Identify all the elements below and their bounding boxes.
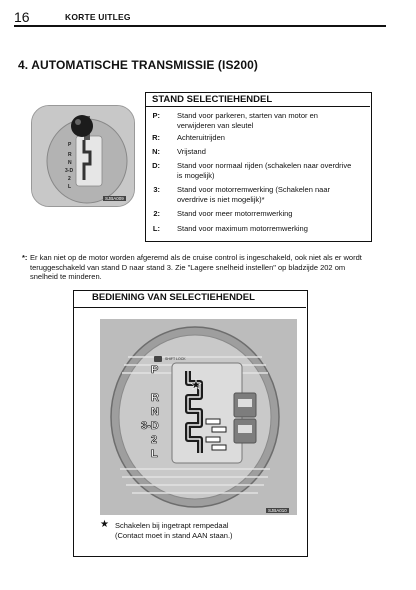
shifter-thumbnail-drawing (32, 106, 134, 206)
thumb-label-r: R (68, 152, 72, 158)
thumb-label-3d: 3-D (65, 168, 74, 174)
legend-star-icon: ★ (100, 519, 109, 530)
gear-label-l: L (151, 448, 158, 460)
thumb-label-n: N (68, 160, 72, 166)
bediening-rule (73, 307, 306, 308)
stand-text-r: Achteruitrijden (177, 133, 225, 142)
stand-key-d: D: (152, 161, 160, 170)
stand-text-2: Stand voor meer motorremwerking (177, 209, 293, 218)
thumb-label-p: P (68, 142, 72, 148)
stand-key-r: R: (152, 133, 160, 142)
legend-text (115, 521, 295, 541)
note-mark: *: (22, 253, 28, 262)
star-icon: ★ (190, 377, 202, 392)
gear-label-p: P (151, 364, 159, 376)
stand-text-n: Vrijstand (177, 147, 206, 156)
thumbnail-code: SJBA009 (105, 196, 124, 201)
legend-line-1: Schakelen bij ingetrapt rempedaal (115, 521, 229, 530)
stand-key-p: P: (152, 111, 160, 120)
note-text: Er kan niet op de motor worden afgeremd als de cruise control is ingeschakeld, ook niet als er wordt teruggeschakeld van stand D naar stand 3. Zie "Lagere snelheid instellen" op bladzijde 202 om snelheid te minderen. (30, 253, 362, 282)
header-rule (14, 25, 386, 27)
stand-title: STAND SELECTIEHENDEL (152, 94, 273, 105)
shift-gate-illustration (100, 319, 297, 515)
stand-text-l: Stand voor maximum motorremwerking (177, 224, 308, 233)
gear-label-2: 2 (151, 434, 158, 446)
shift-lock-icon (154, 356, 162, 362)
gear-label-n: N (151, 406, 159, 418)
bediening-title: BEDIENING VAN SELECTIEHENDEL (92, 292, 255, 303)
stand-key-l: L: (152, 224, 160, 233)
header-title: KORTE UITLEG (65, 12, 131, 22)
shift-gate-drawing (100, 319, 297, 515)
stand-key-3: 3: (153, 185, 160, 194)
page-number: 16 (14, 9, 30, 25)
shifter-thumbnail (31, 105, 135, 207)
legend-line-2: (Contact moet in stand AAN staan.) (115, 530, 233, 540)
gear-label-r: R (151, 392, 159, 404)
shift-lock-label: SHIFT LOCK (165, 357, 186, 361)
bediening-code: SJBA010 (268, 508, 287, 513)
thumb-label-l: L (68, 184, 72, 190)
stand-key-n: N: (152, 147, 160, 156)
stand-key-2: 2: (153, 209, 160, 218)
stand-text-p: Stand voor parkeren, starten van motor en verwijderen van sleutel (177, 111, 318, 130)
section-title: 4. AUTOMATISCHE TRANSMISSIE (IS200) (18, 58, 258, 72)
stand-text-d: Stand voor normaal rijden (schakelen naar overdrive is mogelijk) (177, 161, 352, 180)
thumb-label-2: 2 (68, 176, 71, 182)
stand-text-3: Stand voor motorremwerking (Schakelen naar overdrive is niet mogelijk)* (177, 185, 330, 204)
gear-label-3d: 3-D (141, 420, 159, 432)
